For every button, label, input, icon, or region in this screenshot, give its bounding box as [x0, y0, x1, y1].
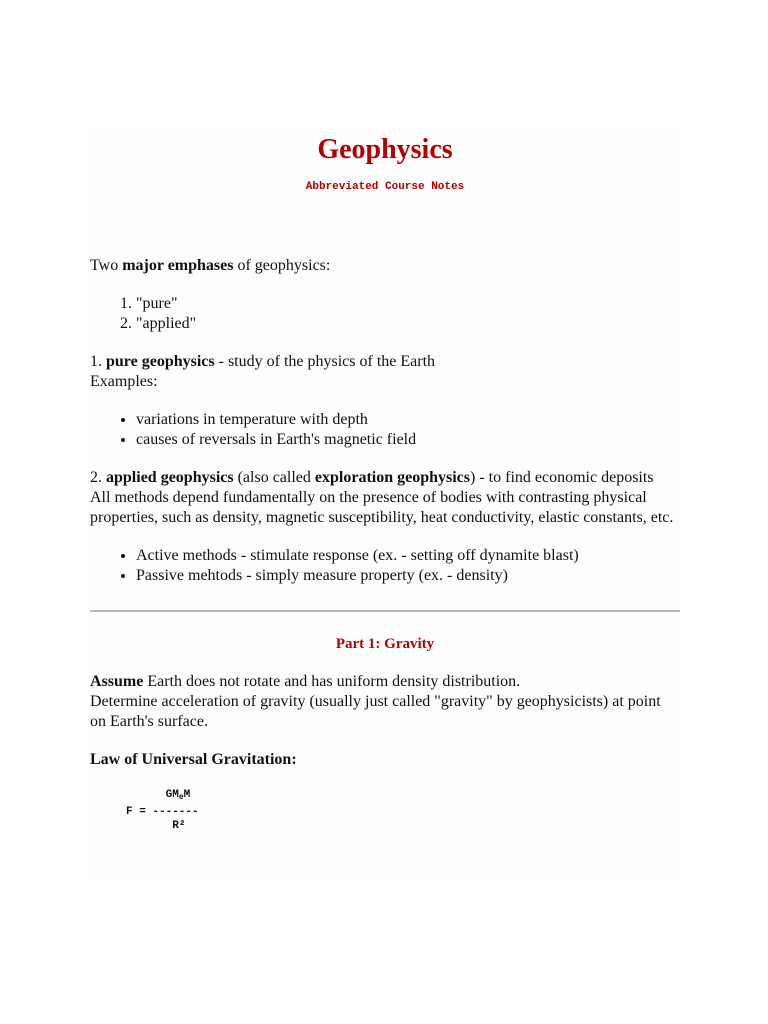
- applied-bold2: exploration geophysics: [314, 469, 471, 486]
- list-item: • Passive mehtods - simply measure property (ex. - density): [136, 566, 680, 586]
- gravitation-formula: [126, 788, 680, 833]
- formula-numerator: GM: [165, 789, 179, 801]
- formula-denominator: R²: [172, 820, 186, 832]
- pure-paragraph: [90, 352, 680, 392]
- formula-numerator-mass: M: [183, 789, 191, 801]
- pure-post: - study of the physics of the Earth: [214, 353, 436, 370]
- assume-bold: Assume: [90, 673, 144, 690]
- intro-pre: Two: [90, 257, 123, 274]
- methods-text: All methods depend fundamentally on the presence of bodies with contrasting physical properties, such as density, magnetic susceptibility, heat conductivity, elastic constants, etc.: [90, 489, 674, 526]
- formula-line: F = -------: [126, 806, 199, 818]
- pure-bold: pure geophysics: [106, 353, 215, 370]
- examples-label: Examples:: [90, 373, 158, 390]
- list-item: • variations in temperature with depth: [136, 410, 680, 430]
- assume-paragraph: [90, 672, 680, 732]
- methods-list: [90, 546, 680, 586]
- list-item: • Active methods - stimulate response (ex. - setting off dynamite blast): [136, 546, 680, 566]
- pure-examples-list: [90, 410, 680, 450]
- assume-text: Earth does not rotate and has uniform density distribution.: [143, 673, 521, 690]
- section-divider: [90, 610, 680, 612]
- intro-bold: major emphases: [122, 257, 234, 274]
- law-heading: Law of Universal Gravitation:: [90, 751, 297, 768]
- list-item: • causes of reversals in Earth's magnetic field: [136, 430, 680, 450]
- intro-post: of geophysics:: [233, 257, 331, 274]
- list-item: 1. "pure": [136, 294, 680, 314]
- list-item: 2. "applied": [136, 314, 680, 334]
- applied-mid: (also called: [233, 469, 315, 486]
- determine-text: Determine acceleration of gravity (usually just called "gravity" by geophysicists) at point on Earth's surface.: [90, 693, 661, 730]
- pure-num: 1.: [90, 353, 106, 370]
- document-body: [90, 130, 680, 833]
- emphases-list: [90, 294, 680, 334]
- page-title: Geophysics: [317, 134, 453, 165]
- applied-bold: applied geophysics: [106, 469, 234, 486]
- section-heading: Part 1: Gravity: [335, 636, 435, 652]
- intro-paragraph: [90, 256, 680, 276]
- applied-num: 2.: [90, 469, 106, 486]
- formula-subscript: e: [178, 793, 184, 802]
- applied-post: ) - to find economic deposits: [470, 469, 654, 486]
- page-subtitle: Abbreviated Course Notes: [305, 181, 465, 193]
- applied-paragraph: [90, 468, 680, 528]
